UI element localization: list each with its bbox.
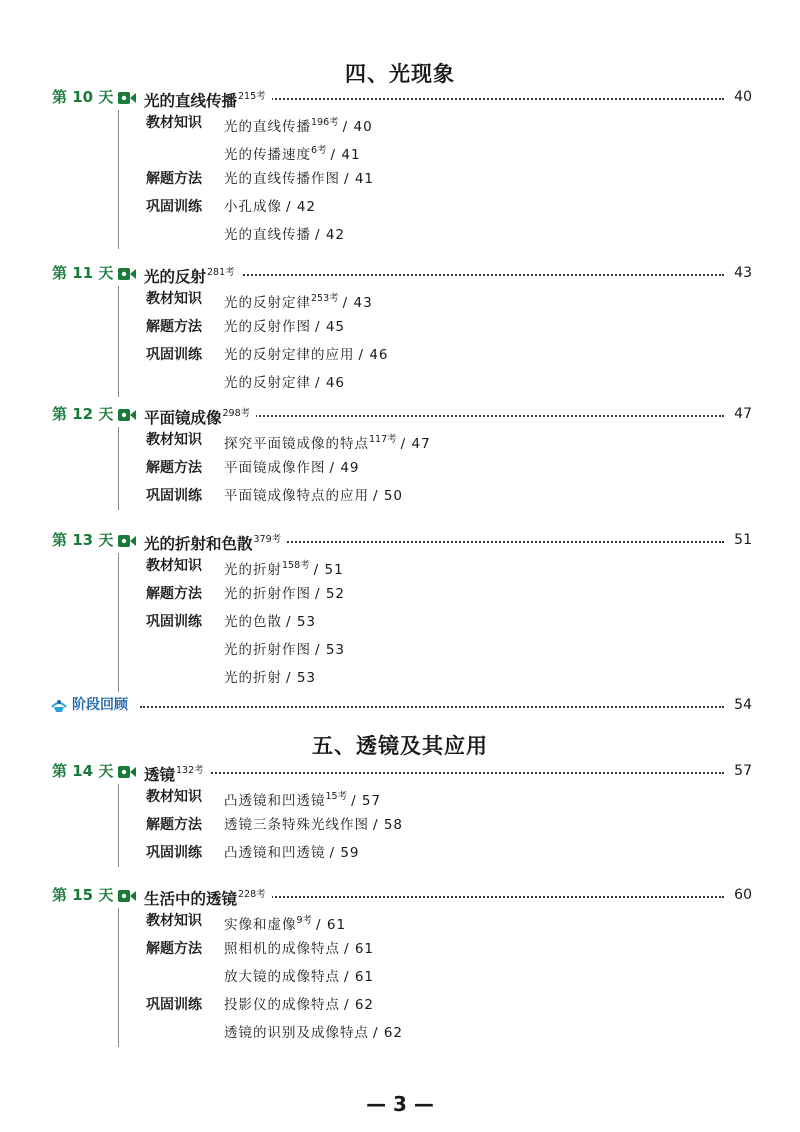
sub-topic-text: 光的折射作图 — [224, 642, 311, 658]
sub-category: 教材知识 — [146, 115, 202, 131]
day-title-text: 生活中的透镜 — [144, 890, 238, 908]
dot-leader — [140, 706, 724, 708]
page-ref: 60 — [734, 887, 752, 903]
day-title-text: 平面镜成像 — [144, 409, 222, 427]
sub-topic — [224, 911, 346, 935]
video-camera-icon — [118, 90, 136, 104]
video-camera-icon — [118, 764, 136, 778]
sub-page-ref: / 51 — [313, 562, 344, 578]
day-label: 第 13 天 — [52, 531, 114, 549]
sub-topic-text: 光的反射作图 — [224, 319, 311, 335]
sub-category: 教材知识 — [146, 291, 202, 307]
day-label: 第 15 天 — [52, 886, 114, 904]
review-icon — [50, 697, 68, 713]
sub-page-ref: / 59 — [329, 845, 360, 861]
sub-page-ref: / 57 — [351, 793, 382, 809]
review-label: 阶段回顾 — [72, 694, 132, 716]
sub-page-ref: / 61 — [344, 941, 375, 957]
sub-page-ref: / 61 — [316, 917, 347, 933]
sub-topic-text: 透镜三条特殊光线作图 — [224, 817, 369, 833]
sub-page-ref: / 42 — [286, 199, 317, 215]
sub-topic — [224, 967, 374, 987]
exam-count: 158考 — [282, 560, 310, 571]
dot-leader — [152, 772, 724, 774]
sub-page-ref: / 45 — [315, 319, 346, 335]
section-title: 四、光现象 — [345, 62, 455, 86]
sub-category: 教材知识 — [146, 913, 202, 929]
sub-topic — [224, 584, 345, 604]
sub-page-ref: / 46 — [358, 347, 389, 363]
video-camera-icon — [118, 407, 136, 421]
page-ref: 47 — [734, 406, 752, 422]
video-camera-icon — [118, 533, 136, 547]
sub-category: 巩固训练 — [146, 997, 202, 1013]
day-title — [144, 884, 272, 910]
sub-page-ref: / 42 — [315, 227, 346, 243]
sub-topic-text: 光的折射作图 — [224, 586, 311, 602]
sub-topic-text: 平面镜成像特点的应用 — [224, 488, 369, 504]
sub-topic-text: 小孔成像 — [224, 199, 282, 215]
sub-category: 解题方法 — [146, 460, 202, 476]
sub-page-ref: / 62 — [344, 997, 375, 1013]
day-title — [144, 760, 210, 786]
sub-category: 解题方法 — [146, 586, 202, 602]
exam-count: 281考 — [207, 267, 235, 278]
sub-category: 巩固训练 — [146, 347, 202, 363]
sub-topic — [224, 169, 374, 189]
sub-category: 巩固训练 — [146, 845, 202, 861]
sub-category: 解题方法 — [146, 171, 202, 187]
sub-page-ref: / 61 — [344, 969, 375, 985]
sub-topic — [224, 458, 360, 478]
sub-topic-text: 光的传播速度 — [224, 147, 311, 163]
sub-topic — [224, 843, 360, 863]
vertical-rule — [118, 110, 119, 249]
sub-topic-text: 凸透镜和凹透镜 — [224, 845, 326, 861]
sub-category: 解题方法 — [146, 817, 202, 833]
sub-topic — [224, 289, 373, 313]
exam-count: 117考 — [369, 434, 397, 445]
day-label: 第 12 天 — [52, 405, 114, 423]
day-title-text: 光的折射和色散 — [144, 535, 253, 553]
sub-topic — [224, 486, 403, 506]
page-ref: 43 — [734, 265, 752, 281]
sub-category: 解题方法 — [146, 941, 202, 957]
sub-page-ref: / 50 — [373, 488, 404, 504]
sub-topic — [224, 556, 344, 580]
toc-day-entry[interactable] — [52, 529, 752, 551]
vertical-rule — [118, 784, 119, 867]
toc-day-entry[interactable] — [52, 884, 752, 906]
toc-day-entry[interactable] — [52, 86, 752, 108]
toc-day-entry[interactable] — [52, 262, 752, 284]
sub-topic — [224, 995, 374, 1015]
day-title-text: 光的直线传播 — [144, 92, 238, 110]
sub-topic — [224, 113, 373, 137]
day-title — [144, 262, 241, 288]
sub-topic-text: 光的直线传播 — [224, 227, 311, 243]
sub-topic — [224, 668, 316, 688]
vertical-rule — [118, 553, 119, 692]
sub-topic — [224, 430, 431, 454]
sub-page-ref: / 47 — [400, 436, 431, 452]
sub-topic-text: 探究平面镜成像的特点 — [224, 436, 369, 452]
exam-count: 298考 — [222, 408, 251, 419]
day-title-text: 透镜 — [144, 766, 176, 784]
sub-topic — [224, 612, 316, 632]
sub-page-ref: / 52 — [315, 586, 346, 602]
sub-topic — [224, 141, 361, 165]
sub-topic-text: 光的直线传播 — [224, 119, 311, 135]
sub-category: 教材知识 — [146, 789, 202, 805]
toc-review-entry[interactable] — [50, 694, 752, 716]
sub-page-ref: / 62 — [373, 1025, 404, 1041]
exam-count: 6考 — [311, 145, 327, 156]
toc-day-entry[interactable] — [52, 760, 752, 782]
sub-category: 教材知识 — [146, 558, 202, 574]
sub-topic-text: 实像和虚像 — [224, 917, 297, 933]
sub-page-ref: / 53 — [286, 614, 317, 630]
video-camera-icon — [118, 888, 136, 902]
sub-topic — [224, 225, 345, 245]
sub-topic — [224, 197, 316, 217]
sub-topic — [224, 640, 345, 660]
sub-topic — [224, 345, 389, 365]
sub-topic-text: 光的折射 — [224, 562, 282, 578]
sub-topic-text: 光的反射定律 — [224, 375, 311, 391]
sub-page-ref: / 41 — [330, 147, 361, 163]
sub-topic-text: 光的色散 — [224, 614, 282, 630]
day-label: 第 14 天 — [52, 762, 114, 780]
sub-topic-text: 光的反射定律 — [224, 295, 311, 311]
sub-topic — [224, 787, 381, 811]
exam-count: 196考 — [311, 117, 339, 128]
sub-topic-text: 照相机的成像特点 — [224, 941, 340, 957]
sub-topic-text: 平面镜成像作图 — [224, 460, 326, 476]
sub-topic-text: 光的折射 — [224, 670, 282, 686]
sub-page-ref: / 41 — [344, 171, 375, 187]
toc-day-entry[interactable] — [52, 403, 752, 425]
day-label: 第 11 天 — [52, 264, 114, 282]
sub-category: 解题方法 — [146, 319, 202, 335]
vertical-rule — [118, 286, 119, 397]
vertical-rule — [118, 427, 119, 510]
sub-category: 巩固训练 — [146, 199, 202, 215]
day-title — [144, 86, 272, 112]
page-ref: 57 — [734, 763, 752, 779]
sub-category: 巩固训练 — [146, 614, 202, 630]
exam-count: 9考 — [296, 915, 313, 926]
exam-count: 379考 — [253, 534, 282, 545]
sub-topic-text: 放大镜的成像特点 — [224, 969, 340, 985]
day-title — [144, 529, 287, 555]
day-label: 第 10 天 — [52, 88, 114, 106]
sub-page-ref: / 53 — [315, 642, 346, 658]
day-title-text: 光的反射 — [144, 268, 207, 286]
sub-topic-text: 光的反射定律的应用 — [224, 347, 355, 363]
sub-topic-text: 透镜的识别及成像特点 — [224, 1025, 369, 1041]
sub-topic-text: 凸透镜和凹透镜 — [224, 793, 326, 809]
exam-count: 253考 — [311, 293, 339, 304]
sub-page-ref: / 40 — [342, 119, 373, 135]
sub-page-ref: / 49 — [329, 460, 360, 476]
exam-count: 15考 — [325, 791, 348, 802]
sub-page-ref: / 53 — [286, 670, 317, 686]
sub-topic — [224, 1023, 403, 1043]
page-ref: 51 — [734, 532, 752, 548]
sub-topic-text: 光的直线传播作图 — [224, 171, 340, 187]
video-camera-icon — [118, 266, 136, 280]
sub-topic — [224, 939, 374, 959]
exam-count: 215考 — [238, 91, 266, 102]
sub-category: 教材知识 — [146, 432, 202, 448]
sub-page-ref: / 58 — [373, 817, 404, 833]
exam-count: 132考 — [176, 765, 204, 776]
sub-topic — [224, 815, 403, 835]
sub-page-ref: / 43 — [342, 295, 373, 311]
page-ref: 40 — [734, 89, 752, 105]
day-title — [144, 403, 256, 429]
page-number: — 3 — — [366, 1092, 434, 1116]
sub-page-ref: / 46 — [315, 375, 346, 391]
sub-topic — [224, 373, 345, 393]
page-ref: 54 — [734, 697, 752, 713]
vertical-rule — [118, 908, 119, 1047]
sub-topic — [224, 317, 345, 337]
sub-topic-text: 投影仪的成像特点 — [224, 997, 340, 1013]
sub-category: 巩固训练 — [146, 488, 202, 504]
section-title: 五、透镜及其应用 — [312, 734, 488, 758]
exam-count: 228考 — [238, 889, 266, 900]
